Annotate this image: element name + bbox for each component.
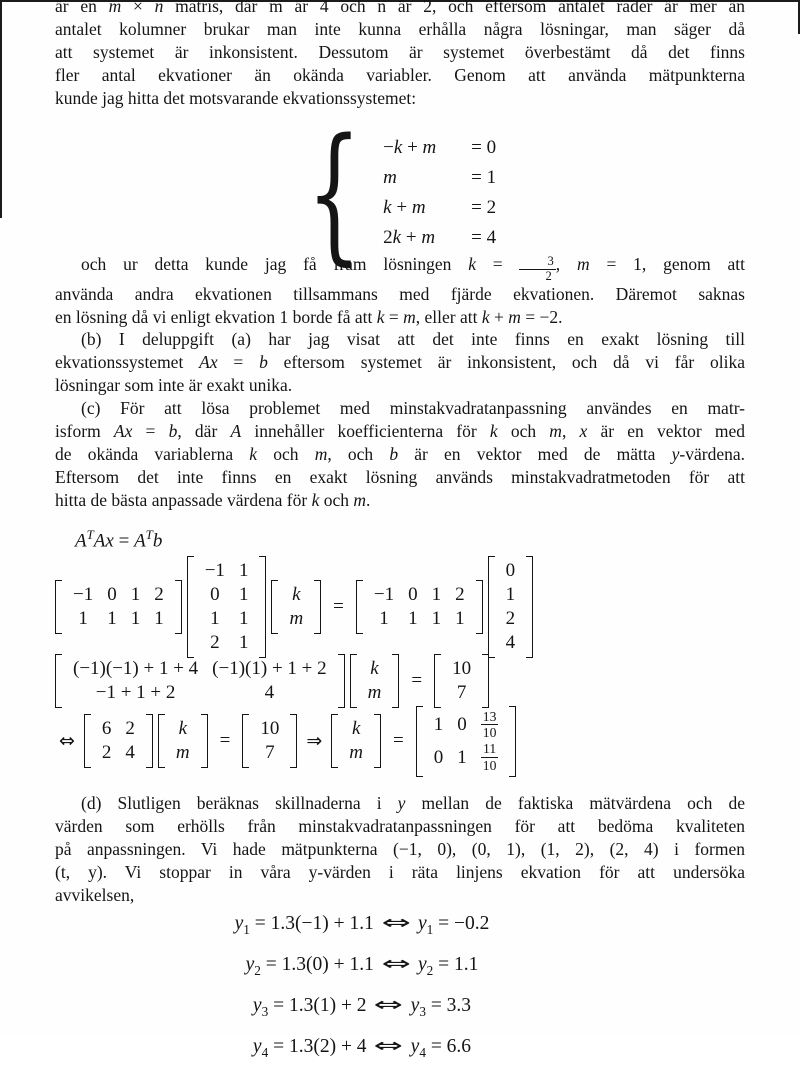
- text-line: (c) För att lösa problemet med minstakvadratanpassning användes en matr-: [81, 398, 745, 418]
- matrix-body: [93, 714, 144, 768]
- final-equation-line: $y_3 = 1.3(1) + 2$ ⇔ $y_3 = 3.3$: [252, 992, 472, 1019]
- matrix-cell: 1: [238, 560, 249, 581]
- matrix-cell: m: [175, 742, 190, 764]
- matrix-bracket-right: [175, 580, 182, 634]
- matrix-cell: 10: [260, 718, 280, 740]
- matrix-cell: 1: [431, 584, 442, 605]
- text-line: är en m × n matris, där m är 4 och n är 2, och eftersom antalet rader är mer än: [55, 0, 746, 16]
- matrix-bracket-left: [187, 556, 194, 658]
- matrix-cell: (−1)(−1) + 1 + 4: [73, 658, 199, 679]
- equals-sign: =: [219, 730, 231, 752]
- matrix-body: [280, 580, 312, 634]
- matrix-bracket-right: [338, 654, 345, 708]
- matrix-cell: 0: [457, 714, 467, 736]
- matrix-cell: k: [370, 658, 379, 679]
- matrix-A: [187, 556, 267, 658]
- matrix-cell: 2: [125, 718, 135, 740]
- matrix-cell: m: [289, 608, 304, 629]
- equals-sign: =: [393, 730, 404, 752]
- matrix-cell: 1: [238, 632, 249, 653]
- equation-rhs: = 1: [471, 167, 497, 188]
- matrix-cell: −1: [73, 584, 94, 605]
- equation-lhs: m: [383, 167, 397, 188]
- text-line: hitta de bästa anpassade värdena för k och m.: [55, 490, 371, 510]
- matrix-cell: 1: [130, 608, 141, 629]
- vector-x: [271, 580, 321, 634]
- equals-sign: =: [411, 670, 423, 691]
- text-line: avvikelsen,: [55, 885, 135, 905]
- text-line: fler antal ekvationer än okända variabler. Genom att använda mätpunkterna: [55, 65, 745, 85]
- matrix-cell: 2: [210, 632, 220, 653]
- matrix-bracket-right: [314, 580, 321, 634]
- text-line: och ur detta kunde jag få fram lösningen k = $\frac{3}{2}$ , m = 1, genom att: [81, 254, 745, 283]
- matrix-body: [340, 714, 372, 768]
- matrix-bracket-right: [392, 654, 399, 708]
- text-line: använda andra ekvationen tillsammans med fjärde ekvationen. Däremot saknas: [55, 284, 745, 305]
- equation-row: [383, 163, 496, 193]
- matrix-bracket-left: [331, 714, 338, 768]
- matrix-bracket-left: [488, 556, 495, 658]
- equation-rhs: = 4: [471, 227, 497, 248]
- matrix-equation-1: [55, 556, 533, 658]
- matrix-equation-3: [55, 706, 516, 777]
- text-line: att systemet är inkonsistent. Dessutom är systemet överbestämt då det finns: [55, 42, 745, 62]
- text-line: lösningar som inte är exakt unika.: [55, 375, 293, 395]
- paragraph-intro: [55, 0, 745, 110]
- matrix-cell: 7: [265, 742, 275, 764]
- matrix-rref: [416, 706, 517, 777]
- paragraph-d: [55, 792, 745, 907]
- matrix-cell: $\frac{11}{10}$: [482, 741, 497, 773]
- matrix-cell: 4: [264, 682, 275, 703]
- matrix-bracket-left: [242, 714, 249, 768]
- matrix-bracket-left: [271, 580, 278, 634]
- text-line: isform Ax = b, där A innehåller koefficienterna för k och m, x är en vektor med: [55, 421, 745, 441]
- matrix-cell: 1: [408, 608, 418, 629]
- paragraph-c: [55, 397, 745, 512]
- matrix-bracket-right: [526, 556, 533, 658]
- paragraph-solution: [55, 253, 745, 329]
- equation-system-rows: [383, 133, 496, 253]
- equation-rhs: = 2: [471, 197, 497, 218]
- matrix-cell: 1: [130, 584, 141, 605]
- equation-lhs: k + m: [383, 197, 426, 218]
- matrix-equation-2: [55, 654, 489, 708]
- matrix-bracket-right: [476, 580, 483, 634]
- matrix-bracket-right: [201, 714, 208, 768]
- matrix-bracket-left: [434, 654, 441, 708]
- matrix-cell: 2: [505, 608, 516, 629]
- iff-arrow: ⇔: [59, 730, 75, 753]
- matrix-cell: 2: [455, 584, 465, 605]
- text-line: de okända variablerna k och m, och b är en vektor med de mätta y-värdena.: [55, 444, 745, 464]
- matrix-body: [167, 714, 199, 768]
- matrix-body: [365, 580, 474, 634]
- matrix-bracket-left: [158, 714, 165, 768]
- matrix-bracket-left: [356, 580, 363, 634]
- matrix-AT: [55, 580, 182, 634]
- matrix-bracket-left: [350, 654, 357, 708]
- equation-lhs: 2k + m: [383, 227, 436, 248]
- matrix-bracket-left: [416, 706, 423, 777]
- matrix-cell: 1: [210, 608, 220, 629]
- vector-x: [158, 714, 208, 768]
- text-line: (b) I deluppgift (a) har jag visat att det inte finns en exakt lösning till: [81, 329, 745, 349]
- matrix-cell: k: [178, 718, 187, 740]
- matrix-products: [55, 654, 345, 708]
- matrix-cell: 0: [210, 584, 220, 605]
- matrix-cell: 4: [125, 742, 135, 764]
- matrix-cell: 1: [238, 608, 249, 629]
- vector-x: [331, 714, 381, 768]
- vector-b: [488, 556, 534, 658]
- matrix-cell: 1: [379, 608, 389, 629]
- matrix-cell: 6: [101, 718, 112, 740]
- final-equations: [0, 906, 724, 1070]
- text-line: ekvationssystemet Ax = b eftersom systemet är inkonsistent, och då vi får olika: [55, 352, 745, 372]
- equation-row: [383, 193, 496, 223]
- text-line: kunde jag hitta det motsvarande ekvationssystemet:: [55, 88, 417, 108]
- matrix-cell: 0: [107, 584, 117, 605]
- matrix-cell: −1: [373, 584, 395, 605]
- text-line: (t, y). Vi stoppar in våra y-värden i räta linjens ekvation för att undersöka: [55, 862, 745, 882]
- text-line: (d) Slutligen beräknas skillnaderna i y mellan de faktiska mätvärdena och de: [81, 793, 745, 813]
- matrix-cell: 4: [505, 632, 516, 653]
- matrix-cell: −1 + 1 + 2: [95, 682, 176, 703]
- matrix-cell: 1: [431, 608, 442, 629]
- matrix-cell: 7: [456, 682, 467, 703]
- final-equation-line: $y_1 = 1.3(-1) + 1.1$ ⇔ $y_1 = -0.2$: [234, 911, 490, 937]
- matrix-cell: 0: [433, 746, 444, 768]
- vector-result: [242, 714, 297, 768]
- matrix-cell: 2: [154, 584, 164, 605]
- matrix-cell: $\frac{13}{10}$: [482, 709, 497, 741]
- matrix-bracket-right: [290, 714, 297, 768]
- paragraph-b: [55, 328, 745, 397]
- matrix-body: [64, 654, 336, 708]
- equals-sign: =: [333, 596, 344, 617]
- matrix-body: [251, 714, 288, 768]
- matrix-cell: 1: [505, 584, 516, 605]
- vector-result: [434, 654, 489, 708]
- final-equation-line: $y_2 = 1.3(0) + 1.1$ ⇔ $y_2 = 1.1$: [245, 951, 479, 978]
- matrix-bracket-left: [84, 714, 91, 768]
- system-brace: {: [306, 107, 362, 279]
- implies-arrow: ⇒: [306, 730, 323, 753]
- matrix-body: [359, 654, 391, 708]
- vector-x: [350, 654, 400, 708]
- matrix-cell: 2: [101, 742, 112, 764]
- matrix-body: [425, 706, 508, 777]
- matrix-cell: 1: [455, 608, 465, 629]
- matrix-bracket-right: [482, 654, 489, 708]
- matrix-body: [196, 556, 258, 658]
- matrix-bracket-left: [55, 580, 62, 634]
- matrix-cell: 1: [78, 608, 88, 629]
- matrix-cell: 1: [238, 584, 249, 605]
- final-equation-line: $y_4 = 1.3(2) + 4$ ⇔ $y_4 = 6.6$: [252, 1033, 472, 1060]
- equation-lhs: −k + m: [383, 137, 437, 158]
- matrix-cell: k: [292, 584, 301, 605]
- matrix-cell: 0: [408, 584, 418, 605]
- matrix-body: [497, 556, 525, 658]
- matrix-bracket-right: [374, 714, 381, 768]
- matrix-cell: 1: [107, 608, 117, 629]
- matrix-6224: [84, 714, 153, 768]
- matrix-cell: 10: [452, 658, 472, 679]
- matrix-cell: 1: [433, 714, 444, 736]
- matrix-body: [64, 580, 173, 634]
- text-line: på anpassningen. Vi hade mätpunkterna (−1, 0), (0, 1), (1, 2), (2, 4) i formen: [55, 839, 745, 859]
- matrix-cell: 1: [154, 608, 164, 629]
- page-border-left: [0, 0, 2, 218]
- matrix-bracket-right: [509, 706, 516, 777]
- matrix-bracket-right: [146, 714, 153, 768]
- matrix-AT-right: [356, 580, 483, 634]
- text-line: värden som erhölls från minstakvadratanpassningen för att bedöma kvaliteten: [55, 816, 745, 836]
- equation-system: [297, 107, 497, 279]
- equation-row: [383, 133, 496, 163]
- normal-equation: $A^TAx = A^Tb$: [75, 527, 163, 552]
- text-line: Eftersom det inte finns en exakt lösning används minstakvadratmetoden för att: [55, 467, 745, 487]
- text-line: antalet kolumner brukar man inte kunna erhålla några lösningar, man säger då: [55, 19, 745, 39]
- matrix-cell: 1: [457, 746, 467, 768]
- matrix-body: [443, 654, 480, 708]
- matrix-cell: m: [349, 742, 364, 764]
- matrix-cell: −1: [204, 560, 225, 581]
- matrix-cell: 0: [505, 560, 516, 581]
- matrix-cell: k: [351, 718, 361, 740]
- equation-rhs: = 0: [471, 137, 497, 158]
- matrix-bracket-right: [259, 556, 266, 658]
- matrix-cell: m: [367, 682, 382, 703]
- matrix-cell: (−1)(1) + 1 + 2: [212, 658, 327, 679]
- text-line: en lösning då vi enligt ekvation 1 borde få att k = m, eller att k + m = −2.: [55, 307, 563, 328]
- equation-row: [383, 223, 496, 253]
- matrix-bracket-left: [55, 654, 62, 708]
